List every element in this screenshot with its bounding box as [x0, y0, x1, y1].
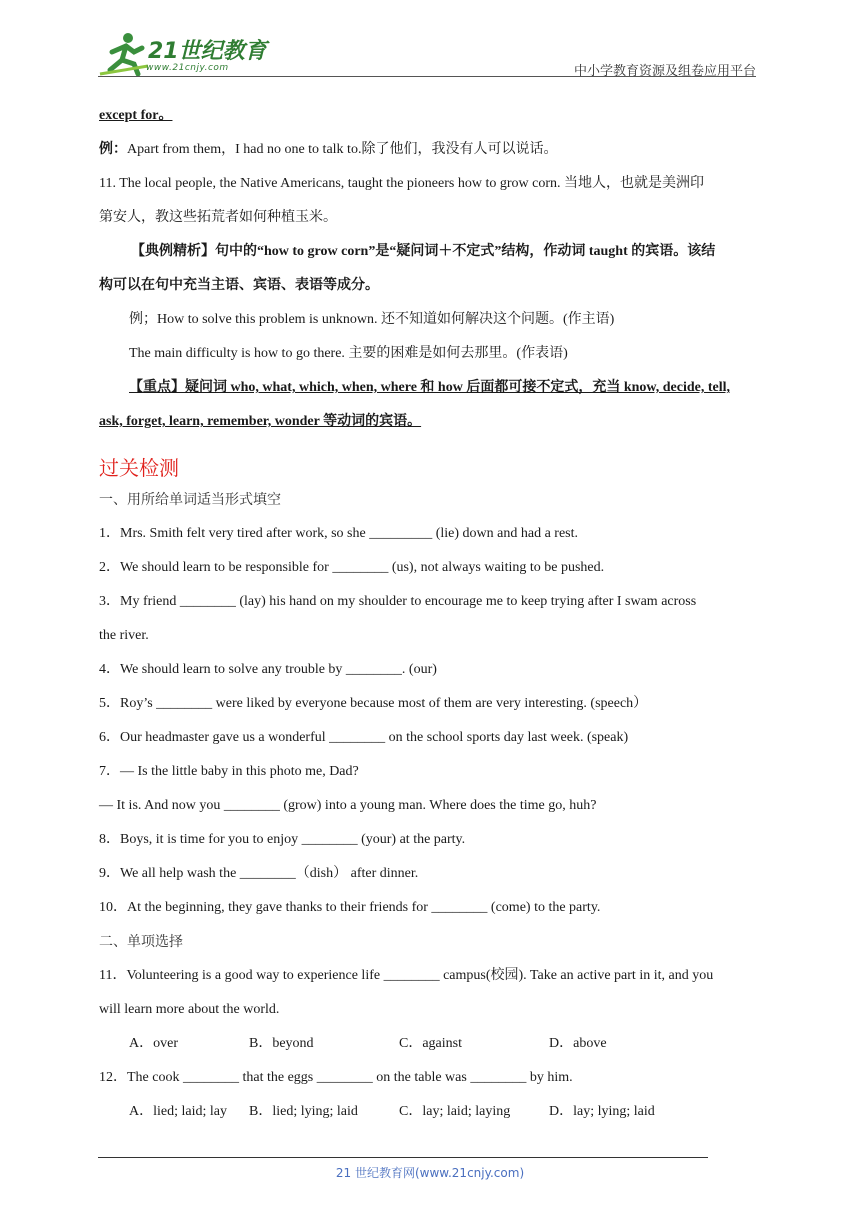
question-3-line-2: the river. [99, 628, 149, 643]
page-header [98, 30, 756, 80]
section-title: 过关检测 [99, 456, 179, 480]
question-12: 12．The cook ________ that the eggs ________ on the table was ________ by him. [99, 1070, 573, 1085]
q12-option-d: D．lay; lying; laid [549, 1104, 655, 1119]
q12-option-c: C．lay; laid; laying [399, 1104, 511, 1119]
footer-divider [98, 1157, 708, 1158]
example-2: 例；How to solve this problem is unknown. 还不知道如何解决这个问题。(作主语) [129, 312, 615, 327]
site-logo [98, 30, 268, 78]
page-footer: 21 世纪教育网(www.21cnjy.com) [335, 1166, 525, 1180]
key-point-line-1: 【重点】疑问词 who, what, which, when, where 和 how 后面都可接不定式，充当 know, decide, tell, [129, 380, 730, 395]
question-11-options [99, 1032, 764, 1066]
example-label: 例： [99, 142, 127, 157]
example-line [99, 138, 764, 172]
question-11-line-2: will learn more about the world. [99, 1002, 280, 1017]
question-9: 9．We all help wash the ________（dish） after dinner. [99, 866, 419, 881]
item-11-line-2: 第安人，教这些拓荒者如何种植玉米。 [99, 210, 337, 225]
q12-option-a: A．lied; laid; lay [129, 1104, 227, 1119]
q11-option-b: B．beyond [249, 1036, 314, 1051]
item-11-line-1: 11. The local people, the Native Americans, taught the pioneers how to grow corn. 当地人，也就是美洲印 [99, 176, 704, 191]
document-body [99, 104, 764, 1134]
question-10: 10．At the beginning, they gave thanks to their friends for ________ (come) to the party. [99, 900, 601, 915]
analysis-line-1: 【典例精析】句中的“how to grow corn”是“疑问词＋不定式”结构，作动词 taught 的宾语。该结 [131, 244, 716, 259]
q12-option-b: B．lied; lying; laid [249, 1104, 358, 1119]
question-7-line-1: 7．— Is the little baby in this photo me, Dad? [99, 764, 359, 779]
part-2-title: 二、单项选择 [99, 934, 183, 950]
header-divider [98, 76, 756, 77]
question-11-line-1: 11．Volunteering is a good way to experience life ________ campus(校园). Take an active part in it, and you [99, 968, 714, 983]
example-text: Apart from them，I had no one to talk to.除了他们，我没有人可以说话。 [127, 142, 558, 157]
runner-logo-icon [98, 30, 150, 78]
question-3-line-1: 3．My friend ________ (lay) his hand on my shoulder to encourage me to keep trying after I swam across [99, 594, 697, 609]
question-7-line-2: — It is. And now you ________ (grow) into a young man. Where does the time go, huh? [99, 798, 597, 813]
question-1: 1．Mrs. Smith felt very tired after work, so she _________ (lie) down and had a rest. [99, 526, 579, 541]
analysis-line-2: 构可以在句中充当主语、宾语、表语等成分。 [99, 278, 379, 293]
question-5: 5．Roy’s ________ were liked by everyone because most of them are very interesting. (speech） [99, 696, 648, 711]
example-3: The main difficulty is how to go there. 主要的困难是如何去那里。(作表语) [129, 346, 568, 361]
question-4: 4．We should learn to solve any trouble by ________. (our) [99, 662, 437, 677]
logo-url: www.21cnjy.com [146, 63, 229, 73]
except-for-line: except for。 [99, 108, 173, 123]
q11-option-c: C．against [399, 1036, 462, 1051]
question-8: 8．Boys, it is time for you to enjoy ________ (your) at the party. [99, 832, 466, 847]
q11-option-d: D．above [549, 1036, 607, 1051]
question-6: 6．Our headmaster gave us a wonderful ________ on the school sports day last week. (speak) [99, 730, 629, 745]
question-12-options [99, 1100, 764, 1134]
part-1-title: 一、用所给单词适当形式填空 [99, 492, 281, 508]
q11-option-a: A．over [129, 1036, 178, 1051]
platform-title: 中小学教育资源及组卷应用平台 [573, 64, 756, 79]
logo-text: 21世纪教育 [148, 39, 267, 64]
key-point-line-2: ask, forget, learn, remember, wonder 等动词的宾语。 [99, 414, 422, 429]
question-2: 2．We should learn to be responsible for ________ (us), not always waiting to be pushed. [99, 560, 605, 575]
